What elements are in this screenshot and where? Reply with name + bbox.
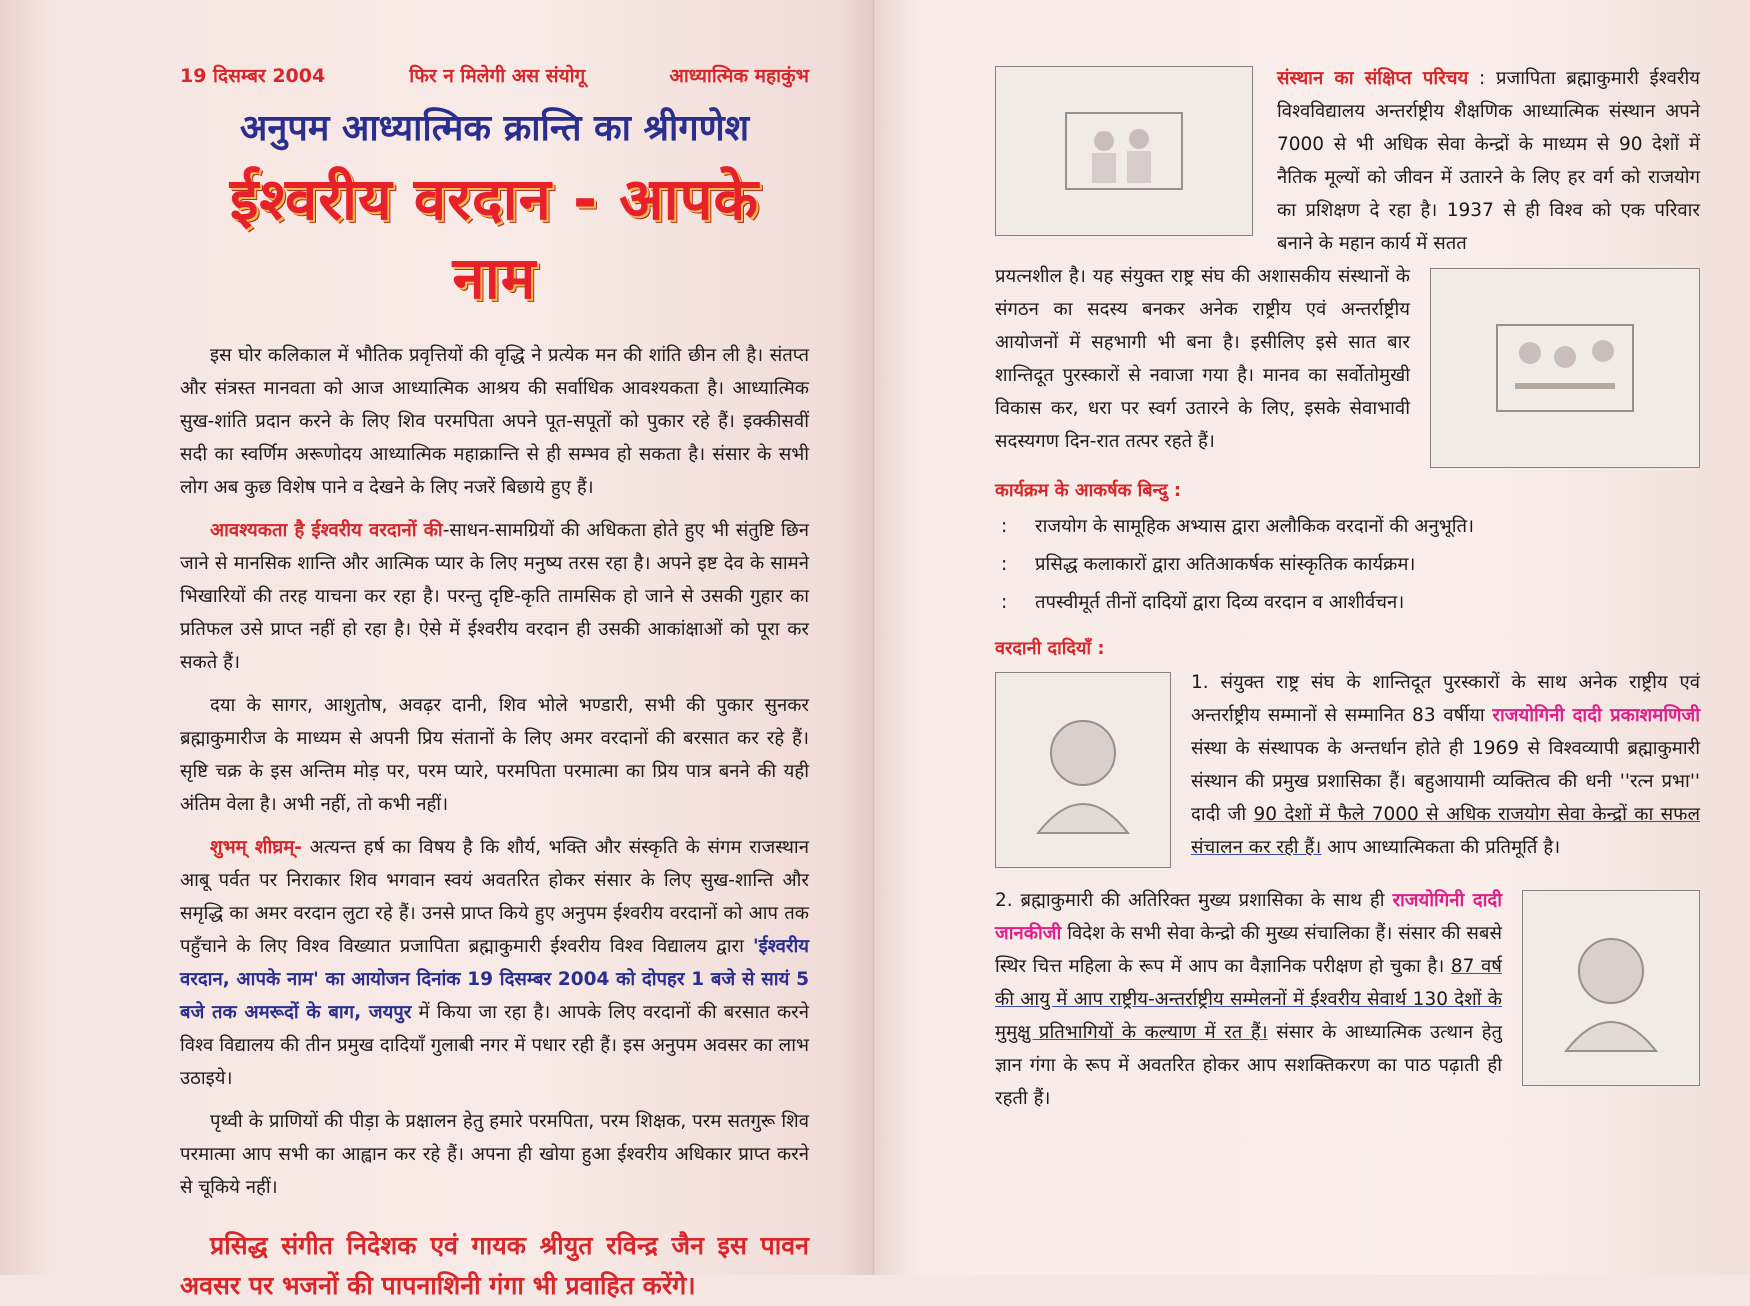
dadi-prakashmani-text-a: 1. संयुक्त राष्ट्र संघ के शान्तिदूत पुरस्कारों के साथ अनेक राष्ट्रीय एवं अन्तर्राष्ट्रीय सम्मानों से सम्मानित 83 वर्षीया xyxy=(1191,672,1700,726)
closing-announcement: प्रसिद्ध संगीत निदेशक एवं गायक श्रीयुत रविन्द्र जैन इस पावन अवसर पर भजनों की पापनाशिनी गंगा भी प्रवाहित करेंगे। xyxy=(180,1231,809,1300)
institute-intro-continued: प्रयत्नशील है। यह संयुक्त राष्ट्र संघ की अशासकीय संस्थानों के संगठन का सदस्य बनकर अनेक राष्ट्रीय एवं अन्तर्राष्ट्रीय आयोजनों में सहभागी भी बना है। इसीलिए इसे सात बार शान्तिदूत पुरस्कारों से नवाजा गया है। मानव का सर्वोतोमुखी विकास कर, धरा पर स्वर्ग उतारने के लिए, इसके सेवाभावी सदस्यगण दिन-रात तत्पर रहते हैं। xyxy=(995,266,1410,452)
highlight-text: राजयोग के सामूहिक अभ्यास द्वारा अलौकिक वरदानों की अनुभूति। xyxy=(1035,516,1475,537)
paragraph-auspicious-body-b: में किया जा रहा है। आपके लिए वरदानों की बरसात करने विश्व विद्यालय की तीन प्रमुख दादियाँ गुलाबी नगर में पधार रही हैं। इस अनुपम अवसर का लाभ उठाइये। xyxy=(180,1002,809,1089)
dadi-prakashmani-underlined: 90 देशों में फैले 7000 से अधिक राजयोग सेवा केन्द्रों का सफल संचालन कर रही हैं। xyxy=(1191,804,1700,858)
photo-placeholder-icon xyxy=(1064,111,1184,191)
highlight-text: तपस्वीमूर्त तीनों दादियों द्वारा दिव्य वरदान व आशीर्वचन। xyxy=(1035,592,1405,613)
paragraph-intro: इस घोर कलिकाल में भौतिक प्रवृत्तियों की वृद्धि ने प्रत्येक मन की शांति छीन ली है। संतप्त और संत्रस्त मानवता को आज आध्यात्मिक आश्रय की सर्वाधिक आवश्यकता है। आध्यात्मिक सुख-शांति प्रदान करने के लिए शिव परमपिता अपने पूत-सपूतों को पुकार रहे हैं। इक्कीसवीं सदी का स्वर्णिम अरूणोदय आध्यात्मिक महाक्रान्ति से ही सम्भव हो सकता है। संसार के सभी लोग अब कुछ विशेष पाने व देखने के लिए नजरें बिछाये हुए हैं। xyxy=(180,345,809,498)
portrait-dadi-prakashmani xyxy=(995,672,1171,868)
highlights-heading: कार्यक्रम के आकर्षक बिन्दु : xyxy=(995,480,1182,501)
bullet-mark: : xyxy=(1001,554,1008,575)
dadi-prakashmani-block xyxy=(995,666,1700,864)
dadi-janki-text-a: 2. ब्रह्माकुमारी की अतिरिक्त मुख्य प्रशासिका के साथ ही xyxy=(995,890,1393,911)
paragraph-mercy: दया के सागर, आशुतोष, अवढ़र दानी, शिव भोले भण्डारी, सभी की पुकार सुनकर ब्रह्माकुमारीज के माध्यम से अपनी प्रिय संतानों के लिए अमर वरदानों की बरसात कर रहे हैं। सृष्टि चक्र के इस अन्तिम मोड़ पर, परम प्यारे, परमपिता परमात्मा का प्रिय पात्र बनने की यही अंतिम वेला है। अभी नहीं, तो कभी नहीं। xyxy=(180,695,809,815)
headline: अनुपम आध्यात्मिक क्रान्ति का श्रीगणेश xyxy=(239,108,750,149)
paragraph-need-body: -साधन-सामग्रियों की अधिकता होते हुए भी संतुष्टि छिन जाने से मानसिक शान्ति और आत्मिक प्यार के लिए मनुष्य तरस रहा है। अपने इष्ट देव के सामने भिखारियों की तरह याचना कर रहा है। परन्तु दृष्टि-कृति तामसिक हो जाने से उसकी गुहार का प्रतिफल उसे प्राप्त नहीं हो रहा है। ऐसे में ईश्वरीय वरदान ही उसकी आकांक्षाओं को पूरा कर सकते हैं। xyxy=(180,520,809,673)
paragraph-auspicious-body-a: अत्यन्त हर्ष का विषय है कि शौर्य, भक्ति और संस्कृति के संगम राजस्थान आबू पर्वत पर निराकार शिव भगवान स्वयं अवतरित होकर संसार के लिए सुख-शान्ति और समृद्धि का अमर वरदान लुटा रहे हैं। उनसे प्राप्त किये हुए अनुपम ईश्वरीय वरदानों को आप तक पहुँचाने के लिए विश्व विख्यात प्रजापिता ब्रह्माकुमारी ईश्वरीय विश्व विद्यालय द्वारा xyxy=(180,837,809,957)
paragraph-need xyxy=(180,514,809,679)
portrait-placeholder-icon xyxy=(1556,923,1666,1053)
dadis-heading: वरदानी दादियाँ : xyxy=(995,638,1105,659)
highlight-text: प्रसिद्ध कलाकारों द्वारा अतिआकर्षक सांस्कृतिक कार्यक्रम। xyxy=(1035,554,1416,575)
highlights-list xyxy=(995,508,1700,622)
paragraph-need-lead: आवश्यकता है ईश्वरीय वरदानों की xyxy=(210,520,443,541)
dadi-prakashmani-name: राजयोगिनी दादी प्रकाशमणिजी xyxy=(1492,705,1700,726)
right-page xyxy=(875,0,1750,1275)
institute-intro-body-a: : प्रजापिता ब्रह्माकुमारी ईश्वरीय विश्वविद्यालय अन्तर्राष्ट्रीय शैक्षणिक आध्यात्मिक संस्थान अपने 7000 से भी अधिक सेवा केन्द्रों के माध्यम से 90 देशों में नैतिक मूल्यों को जीवन में उतारने के लिए हर वर्ग को राजयोग का प्रशिक्षण दे रहा है। 1937 से ही विश्व को एक परिवार बनाने के महान कार्य में सतत xyxy=(1277,68,1701,254)
dadi-janki-block xyxy=(995,884,1700,1115)
dadi-prakashmani-text-c: आप आध्यात्मिकता की प्रतिमूर्ति है। xyxy=(1321,837,1561,858)
paragraph-call: पृथ्वी के प्राणियों की पीड़ा के प्रक्षालन हेतु हमारे परमपिता, परम शिक्षक, परम सतगुरू शिव परमात्मा आप सभी का आह्वान कर रहे हैं। अपना ही खोया हुआ ईश्वरीय अधिकार प्राप्त करने से चूकिये नहीं। xyxy=(180,1111,809,1198)
event-name: आध्यात्मिक महाकुंभ xyxy=(669,65,809,87)
institute-intro-lead: संस्थान का संक्षिप्त परिचय xyxy=(1277,68,1469,89)
main-title: ईश्वरीय वरदान - आपके नाम xyxy=(229,165,760,312)
dadi-prakashmani-text-b: संस्था के संस्थापक के अन्तर्धान होते ही 1969 से विश्वव्यापी ब्रह्माकुमारी संस्थान की प्रमुख प्रशासिका हैं। बहुआयामी व्यक्तित्व की धनी ''रत्न प्रभा'' दादी जी xyxy=(1191,738,1700,825)
left-page xyxy=(0,0,875,1300)
dadi-janki-name: राजयोगिनी दादी जानकीजी xyxy=(995,890,1503,944)
portrait-dadi-janki xyxy=(1522,890,1700,1086)
dadi-janki-text-c: संसार के आध्यात्मिक उत्थान हेतु ज्ञान गंगा के रूप में अवतरित होकर आप सशक्तिकरण का पाठ पढ़ाती ही रहती हैं। xyxy=(995,1022,1502,1109)
list-item xyxy=(995,584,1700,622)
list-item xyxy=(995,508,1700,546)
photo-gathering xyxy=(995,66,1253,236)
top-strip xyxy=(180,62,809,88)
dadi-janki-underlined: 87 वर्ष की आयु में आप राष्ट्रीय-अन्तर्राष्ट्रीय सम्मेलनों में ईश्वरीय सेवार्थ 130 देशों के मुमुक्षु प्रतिभागियों के कल्याण में रत हैं। xyxy=(995,956,1502,1043)
event-details-highlight: 'ईश्वरीय वरदान, आपके नाम' का आयोजन दिनांक 19 दिसम्बर 2004 को दोपहर 1 बजे से सायं 5 बजे तक अमरूदों के बाग, जयपुर xyxy=(180,936,809,1023)
paragraph-auspicious xyxy=(180,831,809,1095)
list-item xyxy=(995,546,1700,584)
bullet-mark: : xyxy=(1001,516,1008,537)
event-date: 19 दिसम्बर 2004 xyxy=(180,65,326,87)
bullet-mark: : xyxy=(1001,592,1008,613)
photo-placeholder-icon xyxy=(1495,323,1635,413)
portrait-placeholder-icon xyxy=(1028,705,1138,835)
tagline: फिर न मिलेगी अस संयोगू xyxy=(409,65,586,87)
paragraph-auspicious-lead: शुभम् शीघ्रम्- xyxy=(210,837,302,858)
photo-lamp-lighting xyxy=(1430,268,1700,468)
dadi-janki-text-b: विदेश के सभी सेवा केन्द्रो की मुख्य संचालिका हैं। संसार की सबसे स्थिर चित्त महिला के रूप में आप का वैज्ञानिक परीक्षण हो चुका है। xyxy=(995,923,1502,977)
